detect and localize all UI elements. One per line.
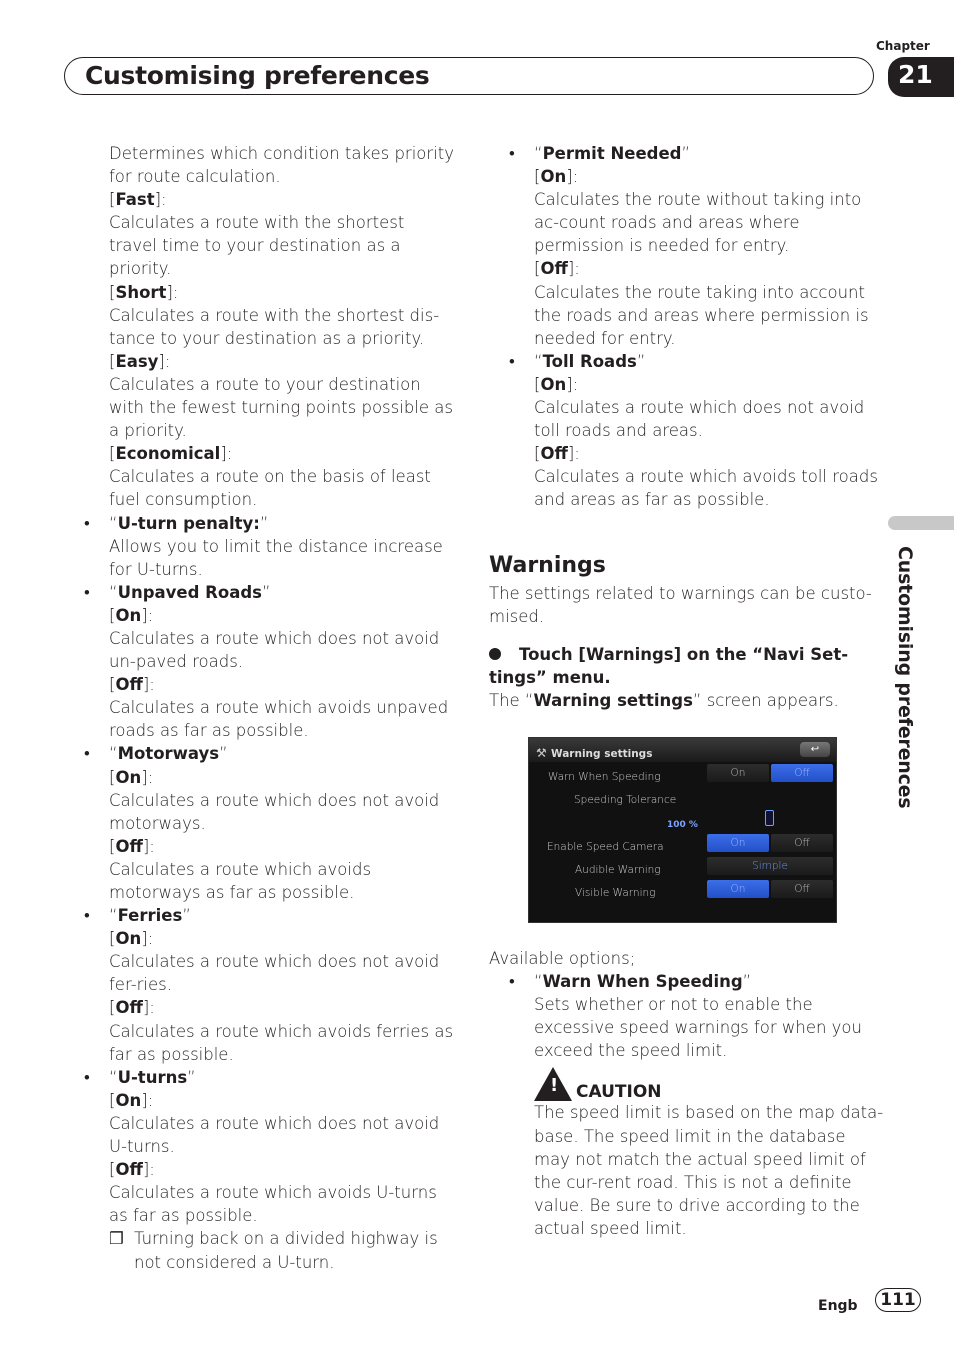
economical-desc: Calculates a route on the basis of least fuel consumption.: [109, 467, 431, 510]
uturns-on-desc: Calculates a route which does not avoid U-turns.: [109, 1113, 440, 1157]
option-off: [Off]:: [534, 444, 580, 464]
tool-icon: ⚒: [536, 745, 547, 760]
chapter-label: Chapter: [876, 39, 930, 53]
short-desc: Calculates a route with the shortest dis-tance to your destination as a priority.: [109, 305, 440, 348]
checkbox-icon: ❒: [109, 1229, 124, 1249]
screen-off-button: Off: [771, 880, 833, 898]
page-number: 111: [875, 1288, 921, 1312]
option-off: [Off]:: [109, 836, 155, 856]
uturns-item: • “U-turns”: [84, 1066, 454, 1089]
screen-label: Enable Speed Camera: [547, 840, 664, 853]
bullet-icon: •: [84, 906, 90, 926]
title-bar: [64, 57, 874, 95]
chapter-number: 21: [888, 57, 954, 97]
sidebar-section-label: Customising preferences: [894, 546, 916, 809]
option-economical: [Economical]:: [109, 444, 233, 464]
screen-row-audible-warning: [529, 855, 836, 877]
page-title: Customising preferences: [85, 61, 430, 90]
bullet-icon: •: [84, 1067, 90, 1087]
permit-off-desc: Calculates the route taking into account the roads and areas where permission is needed for entry.: [534, 282, 869, 348]
caution-text: The speed limit is based on the map data-base. The speed limit in the database may not match the actual speed limit of the cur-rent road. This is not a definite value. Be sure to drive according to the actual speed limit.: [534, 1103, 884, 1238]
screen-off-button: Off: [771, 834, 833, 852]
option-fast: [Fast]:: [109, 190, 167, 210]
back-arrow-icon: ↩: [800, 742, 830, 757]
screen-label: Visible Warning: [575, 886, 656, 899]
warn-when-speeding-item: • “Warn When Speeding”: [489, 970, 884, 993]
easy-desc: Calculates a route to your destination with the fewest turning points possible as a priority.: [109, 374, 453, 441]
screen-appears-text: The “Warning settings” screen appears.: [489, 690, 839, 710]
option-on: [On]:: [534, 374, 579, 394]
ferries-on-desc: Calculates a route which does not avoid fer-ries.: [109, 952, 440, 995]
screen-label: Audible Warning: [575, 863, 661, 876]
option-easy: [Easy]:: [109, 351, 171, 371]
uturns-off-desc: Calculates a route which avoids U-turns as far as possible.: [109, 1183, 437, 1226]
motorways-item: • “Motorways”: [84, 742, 454, 765]
bullet-icon: •: [509, 144, 515, 163]
option-off: [Off]:: [109, 675, 155, 695]
option-off: [Off]:: [109, 998, 155, 1018]
caution-label: CAUTION: [576, 1082, 662, 1103]
uturns-note: ❒ Turning back on a divided highway is not considered a U-turn.: [109, 1229, 438, 1272]
tolerance-value: 100 %: [667, 819, 698, 830]
warning-settings-screenshot: [528, 737, 837, 923]
uturn-penalty-item: • “U-turn penalty:”: [84, 512, 454, 535]
toll-on-desc: Calculates a route which does not avoid toll roads and areas.: [534, 398, 865, 441]
option-off: [Off]:: [109, 1160, 155, 1180]
screen-row-speeding-tolerance: [529, 785, 836, 807]
option-on: [On]:: [109, 1090, 154, 1110]
option-on: [On]:: [109, 767, 154, 787]
bullet-icon: •: [509, 972, 515, 992]
option-off: [Off]:: [534, 259, 580, 279]
screen-row-visible-warning: [529, 878, 836, 900]
screen-title: Warning settings: [551, 747, 653, 760]
available-options: Available options;: [489, 948, 636, 968]
motorways-on-desc: Calculates a route which does not avoid motorways.: [109, 790, 440, 833]
screen-row-warn-speeding: [529, 762, 836, 784]
option-on: [On]:: [109, 929, 154, 949]
caution-header: [489, 1067, 884, 1101]
screen-label: Warn When Speeding: [548, 770, 661, 783]
unpaved-on-desc: Calculates a route which does not avoid un-paved roads.: [109, 628, 440, 672]
warnings-intro: The settings related to warnings can be custo-mised.: [489, 583, 872, 626]
screen-on-button: On: [707, 834, 769, 852]
option-on: [On]:: [534, 167, 579, 187]
option-short: [Short]:: [109, 282, 179, 302]
language-label: Engb: [818, 1298, 858, 1314]
bullet-icon: •: [84, 513, 90, 533]
motorways-off-desc: Calculates a route which avoids motorways as far as possible.: [109, 859, 372, 902]
screen-simple-button: Simple: [707, 857, 833, 875]
priority-intro: Determines which condition takes priority for route calculation.: [109, 144, 455, 187]
bullet-icon: •: [84, 582, 90, 602]
warn-when-speeding-desc: Sets whether or not to enable the excessive speed warnings for when you exceed the speed limit.: [534, 995, 862, 1061]
left-column: [84, 142, 454, 1274]
step-instruction: Touch [Warnings] on the “Navi Set-tings” menu.: [489, 644, 849, 687]
slider-thumb: [765, 810, 774, 826]
ferries-off-desc: Calculates a route which avoids ferries as far as possible.: [109, 1021, 454, 1064]
unpaved-off-desc: Calculates a route which avoids unpaved roads as far as possible.: [109, 698, 449, 741]
screen-row-tolerance-slider: [529, 808, 836, 830]
permit-on-desc: Calculates the route without taking into ac-count roads and areas where permission is needed for entry.: [534, 190, 862, 256]
toll-roads-item: • “Toll Roads”: [489, 350, 884, 373]
warnings-heading: Warnings: [489, 552, 606, 578]
side-tab-marker: [888, 516, 954, 530]
bullet-disc-icon: [489, 648, 501, 660]
unpaved-roads-item: • “Unpaved Roads”: [84, 581, 454, 604]
exclamation-icon: !: [550, 1075, 559, 1097]
screen-header: [529, 738, 836, 762]
screen-off-button: Off: [771, 764, 833, 782]
right-column: [489, 142, 884, 1240]
bullet-icon: •: [509, 351, 515, 371]
uturn-penalty-desc: Allows you to limit the distance increase for U-turns.: [109, 536, 443, 579]
bullet-icon: •: [84, 744, 90, 764]
screen-on-button: On: [707, 880, 769, 898]
screen-label: Speeding Tolerance: [574, 793, 677, 806]
permit-needed-item: • “Permit Needed”: [489, 142, 884, 165]
option-on: [On]:: [109, 605, 154, 625]
fast-desc: Calculates a route with the shortest travel time to your destination as a priority.: [109, 213, 405, 279]
screen-on-button: On: [707, 764, 769, 782]
toll-off-desc: Calculates a route which avoids toll roads and areas as far as possible.: [534, 467, 878, 510]
ferries-item: • “Ferries”: [84, 904, 454, 927]
screen-row-speed-camera: [529, 832, 836, 854]
